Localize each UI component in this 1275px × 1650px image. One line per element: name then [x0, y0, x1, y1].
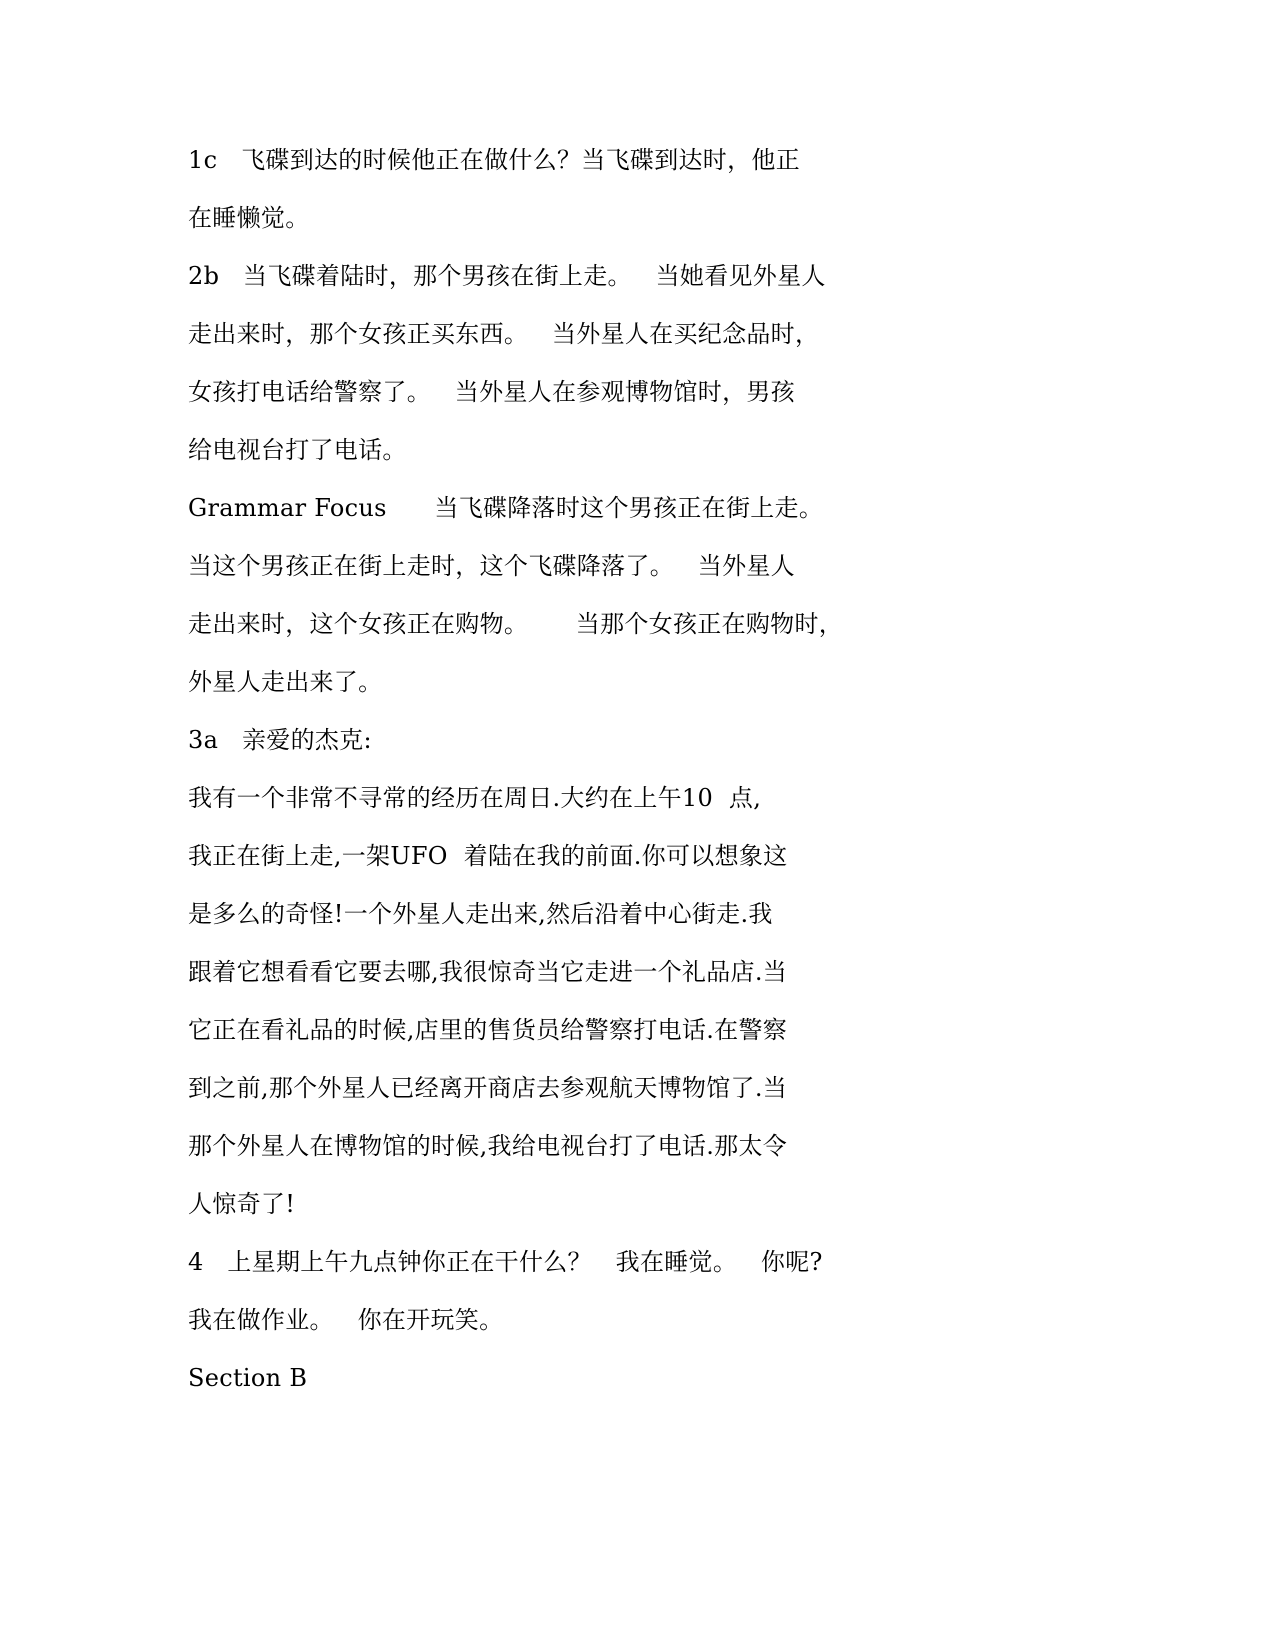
text-line-3a-6: 到之前,那个外星人已经离开商店去参观航天博物馆了.当: [188, 1074, 788, 1102]
text-line-4-2: 我在做作业。 你在开玩笑。: [188, 1306, 504, 1334]
text-line-4-1: 4 上星期上午九点钟你正在干什么？ 我在睡觉。 你呢?: [188, 1248, 823, 1276]
text-line-3a-2: 我正在街上走,一架UFO 着陆在我的前面.你可以想象这: [188, 842, 788, 870]
text-line-2b-4: 给电视台打了电话。: [188, 436, 407, 464]
text-line-3a-5: 它正在看礼品的时候,店里的售货员给警察打电话.在警察: [188, 1016, 788, 1044]
text-line-3a-3: 是多么的奇怪!一个外星人走出来,然后沿着中心街走.我: [188, 900, 773, 928]
text-line-2b-1: 2b 当飞碟着陆时，那个男孩在街上走。 当她看见外星人: [188, 262, 826, 290]
text-line-3a-4: 跟着它想看看它要去哪,我很惊奇当它走进一个礼品店.当: [188, 958, 788, 986]
text-line-3a-8: 人惊奇了!: [188, 1190, 296, 1218]
text-line-grammar-focus-1: Grammar Focus 当飞碟降落时这个男孩正在街上走。: [188, 494, 824, 522]
text-line-1c-answer: 在睡懒觉。: [188, 204, 310, 232]
text-line-grammar-focus-3: 走出来时，这个女孩正在购物。 当那个女孩正在购物时，: [188, 610, 844, 638]
text-line-3a-salutation: 3a 亲爱的杰克:: [188, 726, 372, 754]
text-line-2b-2: 走出来时，那个女孩正买东西。 当外星人在买纪念品时，: [188, 320, 820, 348]
text-line-3a-7: 那个外星人在博物馆的时候,我给电视台打了电话.那太令: [188, 1132, 788, 1160]
text-line-grammar-focus-2: 当这个男孩正在街上走时，这个飞碟降落了。 当外星人: [188, 552, 795, 580]
text-line-1c-question: 1c 飞碟到达的时候他正在做什么？当飞碟到达时，他正: [188, 146, 800, 174]
text-line-2b-3: 女孩打电话给警察了。 当外星人在参观博物馆时，男孩: [188, 378, 795, 406]
section-heading: Section B: [188, 1364, 308, 1392]
text-line-grammar-focus-4: 外星人走出来了。: [188, 668, 383, 696]
text-line-3a-1: 我有一个非常不寻常的经历在周日.大约在上午10 点,: [188, 784, 762, 812]
